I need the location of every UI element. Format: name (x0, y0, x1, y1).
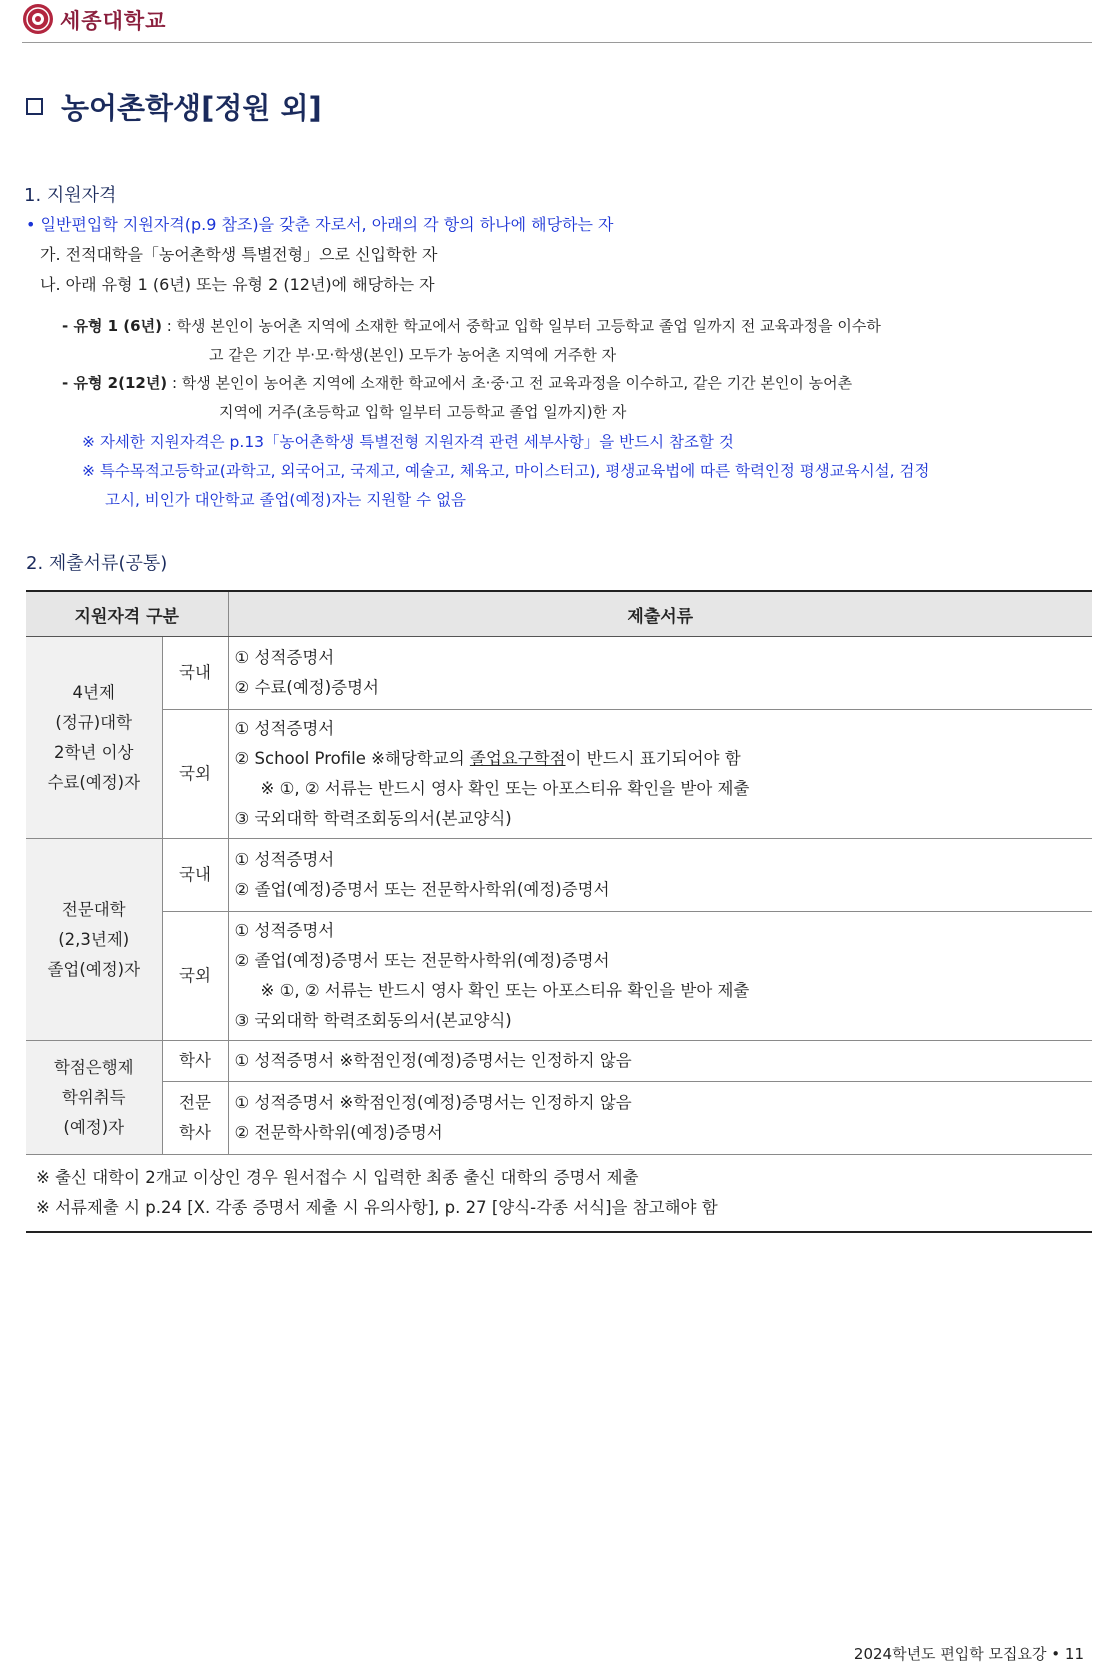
section2-heading: 2. 제출서류(공통) (26, 553, 168, 574)
sub-associate: 전문 학사 (162, 1082, 228, 1155)
category-4year: 4년제 (정규)대학 2학년 이상 수료(예정)자 (26, 637, 162, 839)
sub-domestic: 국내 (162, 637, 228, 710)
header-eligibility: 지원자격 구분 (26, 591, 228, 637)
checkbox-square-icon (26, 98, 43, 115)
page-title: 농어촌학생[정원 외] (26, 86, 322, 127)
university-logo-text: 세종대학교 (60, 9, 167, 33)
docs-4year-foreign: ① 성적증명서 ② School Profile ※해당학교의 졸업요구학점이 반드시 표기되어야 함 ※ ①, ② 서류는 반드시 영사 확인 또는 아포스티유 확인을 받아 제출 ③ 국외대학 학력조회동의서(본교양식) (228, 710, 1092, 839)
header-documents: 제출서류 (228, 591, 1092, 637)
table-row (26, 839, 1092, 912)
docs-credit-bachelor: ① 성적증명서 ※학점인정(예정)증명서는 인정하지 않음 (228, 1041, 1092, 1082)
table-footnotes: ※ 출신 대학이 2개교 이상인 경우 원서접수 시 입력한 최종 출신 대학의 증명서 제출 ※ 서류제출 시 p.24 [Ⅹ. 각종 증명서 제출 시 유의사항], p. 27 [양식-각종 서식]을 참고해야 함 (26, 1155, 1092, 1233)
page-header (22, 0, 1092, 43)
category-credit-bank: 학점은행제 학위취득 (예정)자 (26, 1041, 162, 1155)
eligibility-note1: ※ 자세한 지원자격은 p.13「농어촌학생 특별전형 지원자격 관련 세부사항」을 반드시 참조할 것 (82, 433, 734, 451)
eligibility-note2-line2: 고시, 비인가 대안학교 졸업(예정)자는 지원할 수 없음 (105, 491, 467, 509)
docs-credit-associate: ① 성적증명서 ※학점인정(예정)증명서는 인정하지 않음 ② 전문학사학위(예정)증명서 (228, 1082, 1092, 1155)
table-row (26, 912, 1092, 1041)
table-row (26, 1082, 1092, 1155)
table-footnote-row (26, 1155, 1092, 1233)
docs-4year-domestic: ① 성적증명서 ② 수료(예정)증명서 (228, 637, 1092, 710)
table-row (26, 1041, 1092, 1082)
docs-junior-foreign: ① 성적증명서 ② 졸업(예정)증명서 또는 전문학사학위(예정)증명서 ※ ①, ② 서류는 반드시 영사 확인 또는 아포스티유 확인을 받아 제출 ③ 국외대학 학력조회동의서(본교양식) (228, 912, 1092, 1041)
table-header-row (26, 591, 1092, 637)
type2-line2: 지역에 거주(초등학교 입학 일부터 고등학교 졸업 일까지)한 자 (219, 403, 627, 421)
eligibility-note2-line1: ※ 특수목적고등학교(과학고, 외국어고, 국제고, 예술고, 체육고, 마이스터고), 평생교육법에 따른 학력인정 평생교육시설, 검정 (82, 462, 930, 480)
sub-domestic: 국내 (162, 839, 228, 912)
type1-line2: 고 같은 기간 부·모·학생(본인) 모두가 농어촌 지역에 거주한 자 (209, 346, 617, 364)
page-footer: 2024학년도 편입학 모집요강 • 11 (853, 1645, 1084, 1663)
table-row (26, 637, 1092, 710)
university-seal-icon (22, 3, 54, 35)
docs-junior-domestic: ① 성적증명서 ② 졸업(예정)증명서 또는 전문학사학위(예정)증명서 (228, 839, 1092, 912)
type2-line1: - 유형 2(12년) : 학생 본인이 농어촌 지역에 소재한 학교에서 초·중·고 전 교육과정을 이수하고, 같은 기간 본인이 농어촌 (62, 374, 853, 392)
eligibility-bullet: • 일반편입학 지원자격(p.9 참조)을 갖춘 자로서, 아래의 각 항의 하나에 해당하는 자 (26, 215, 614, 234)
sub-foreign: 국외 (162, 710, 228, 839)
category-junior-college: 전문대학 (2,3년제) 졸업(예정)자 (26, 839, 162, 1041)
type1-line1: - 유형 1 (6년) : 학생 본인이 농어촌 지역에 소재한 학교에서 중학교 입학 일부터 고등학교 졸업 일까지 전 교육과정을 이수하 (62, 317, 881, 335)
required-documents-table (26, 590, 1092, 1233)
sub-bachelor: 학사 (162, 1041, 228, 1082)
eligibility-item-ga: 가. 전적대학을「농어촌학생 특별전형」으로 신입학한 자 (40, 245, 438, 264)
table-row (26, 710, 1092, 839)
sub-foreign: 국외 (162, 912, 228, 1041)
section1-heading: 1. 지원자격 (24, 185, 117, 206)
eligibility-item-na: 나. 아래 유형 1 (6년) 또는 유형 2 (12년)에 해당하는 자 (40, 275, 435, 294)
